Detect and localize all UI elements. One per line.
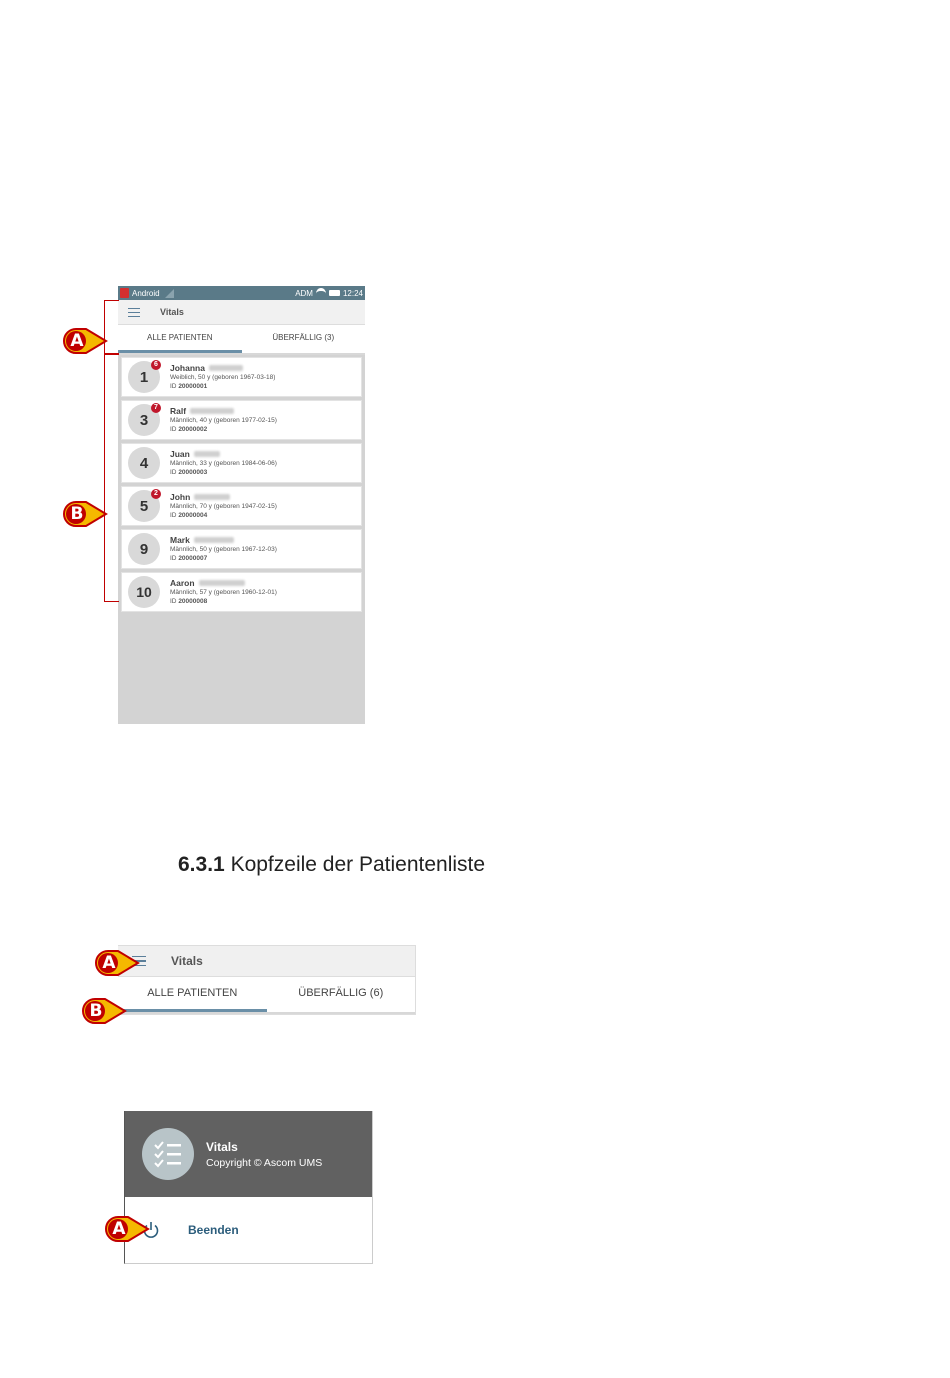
patient-id: 20000001 bbox=[178, 382, 208, 390]
callout-a-menu: A bbox=[94, 949, 140, 977]
patient-details: Männlich, 57 y (geboren 1960-12-01) bbox=[170, 588, 277, 596]
app-title: Vitals bbox=[171, 954, 203, 968]
notification-icon bbox=[120, 288, 129, 298]
app-title: Vitals bbox=[160, 307, 184, 317]
bed-number: 1 6 bbox=[128, 361, 160, 393]
patient-id: 20000004 bbox=[178, 511, 208, 519]
patient-name: John bbox=[170, 491, 191, 502]
patient-row[interactable] bbox=[121, 529, 362, 569]
header-screenshot bbox=[118, 945, 416, 1015]
bed-number: 5 2 bbox=[128, 490, 160, 522]
patient-row[interactable] bbox=[121, 486, 362, 526]
signal-icon bbox=[165, 289, 174, 298]
patient-id: 20000002 bbox=[178, 425, 208, 433]
carrier-label: Android bbox=[132, 288, 160, 298]
patient-details: Weiblich, 50 y (geboren 1967-03-18) bbox=[170, 373, 276, 381]
patient-details: Männlich, 33 y (geboren 1984-06-06) bbox=[170, 459, 277, 467]
patient-name: Johanna bbox=[170, 362, 205, 373]
patient-id: 20000007 bbox=[178, 554, 208, 562]
bracket-list bbox=[104, 354, 119, 602]
patient-details: Männlich, 50 y (geboren 1967-12-03) bbox=[170, 545, 277, 553]
callout-b-list: B bbox=[62, 500, 108, 528]
exit-label: Beenden bbox=[188, 1223, 239, 1237]
patient-name: Juan bbox=[170, 448, 190, 459]
patient-details: Männlich, 70 y (geboren 1947-02-15) bbox=[170, 502, 277, 510]
exit-menu-item[interactable] bbox=[125, 1197, 372, 1263]
id-prefix: ID bbox=[170, 554, 177, 562]
patient-name: Mark bbox=[170, 534, 190, 545]
patient-id: 20000008 bbox=[178, 597, 208, 605]
bed-number: 3 7 bbox=[128, 404, 160, 436]
alarm-badge: 2 bbox=[151, 489, 161, 499]
patient-list bbox=[118, 355, 365, 612]
patient-name: Ralf bbox=[170, 405, 187, 416]
tab-bar bbox=[118, 977, 415, 1014]
battery-icon bbox=[329, 290, 340, 296]
app-bar bbox=[118, 946, 415, 977]
id-prefix: ID bbox=[170, 425, 177, 433]
callout-a-exit: A bbox=[104, 1215, 150, 1243]
alarm-badge: 7 bbox=[151, 403, 161, 413]
alarm-badge: 6 bbox=[151, 360, 161, 370]
callout-a-header: A bbox=[62, 327, 108, 355]
drawer-header bbox=[125, 1111, 372, 1197]
drawer-copyright: Copyright © Ascom UMS bbox=[206, 1156, 323, 1169]
app-bar bbox=[118, 300, 365, 325]
hamburger-menu-icon[interactable] bbox=[128, 305, 140, 320]
bed-number: 4 bbox=[128, 447, 160, 479]
id-prefix: ID bbox=[170, 468, 177, 476]
patient-id: 20000003 bbox=[178, 468, 208, 476]
drawer-app-name: Vitals bbox=[206, 1139, 238, 1154]
tab-overdue[interactable]: ÜBERFÄLLIG (6) bbox=[298, 987, 384, 999]
tab-all-patients[interactable]: ALLE PATIENTEN bbox=[118, 325, 242, 353]
section-title: Kopfzeile der Patientenliste bbox=[230, 853, 486, 876]
callout-b-tabs: B bbox=[81, 997, 127, 1025]
vitals-logo-icon bbox=[142, 1128, 194, 1180]
tab-overdue[interactable]: ÜBERFÄLLIG (3) bbox=[272, 333, 335, 342]
clock: 12:24 bbox=[342, 288, 363, 298]
wifi-icon bbox=[316, 288, 326, 299]
patient-list-screenshot bbox=[118, 286, 365, 724]
status-bar bbox=[118, 286, 365, 300]
adm-label: ADM bbox=[295, 288, 313, 298]
patient-row[interactable] bbox=[121, 443, 362, 483]
navigation-drawer bbox=[124, 1111, 373, 1264]
patient-name: Aaron bbox=[170, 577, 195, 588]
patient-row[interactable] bbox=[121, 357, 362, 397]
patient-details: Männlich, 40 y (geboren 1977-02-15) bbox=[170, 416, 277, 424]
id-prefix: ID bbox=[170, 511, 177, 519]
section-heading bbox=[178, 853, 485, 877]
patient-row[interactable] bbox=[121, 572, 362, 612]
bed-number: 9 bbox=[128, 533, 160, 565]
tab-bar bbox=[118, 325, 365, 355]
bed-number: 10 bbox=[128, 576, 160, 608]
patient-row[interactable] bbox=[121, 400, 362, 440]
id-prefix: ID bbox=[170, 382, 177, 390]
tab-all-patients[interactable]: ALLE PATIENTEN bbox=[118, 977, 267, 1012]
id-prefix: ID bbox=[170, 597, 177, 605]
section-number: 6.3.1 bbox=[178, 853, 225, 876]
